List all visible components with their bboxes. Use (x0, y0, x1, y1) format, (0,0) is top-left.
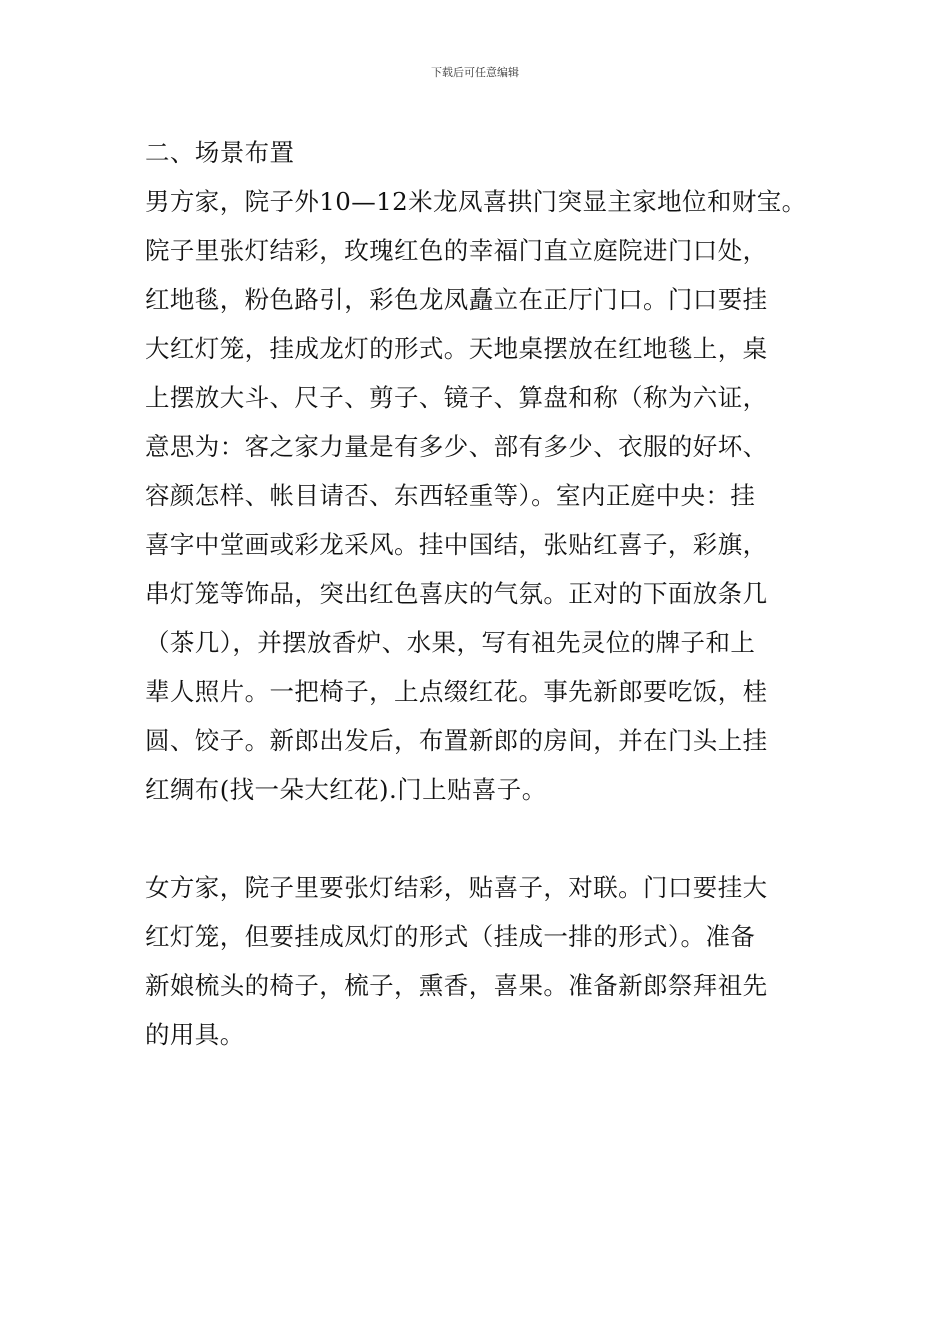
document-body (145, 128, 825, 1059)
paragraph-line: 圆、饺子。新郎出发后，布置新郎的房间，并在门头上挂 (145, 726, 768, 755)
bride-home-paragraph (145, 863, 825, 1059)
paragraph-line: 的用具。 (145, 1020, 245, 1049)
paragraph-spacer (145, 814, 825, 863)
paragraph-line: 红地毯，粉色路引，彩色龙凤矗立在正厅门口。门口要挂 (145, 285, 768, 314)
paragraph-line: 男方家，院子外10—12米龙凤喜拱门突显主家地位和财宝。 (145, 187, 807, 216)
section-title: 二、场景布置 (145, 138, 295, 167)
paragraph-line: 喜字中堂画或彩龙采风。挂中国结，张贴红喜子，彩旗， (145, 530, 768, 559)
paragraph-line: 上摆放大斗、尺子、剪子、镜子、算盘和称（称为六证， (145, 383, 768, 412)
paragraph-line: 辈人照片。一把椅子，上点缀红花。事先新郎要吃饭，桂 (145, 677, 768, 706)
paragraph-line: （茶几），并摆放香炉、水果，写有祖先灵位的牌子和上 (145, 628, 756, 657)
paragraph-line: 红绸布(找一朵大红花).门上贴喜子。 (145, 775, 547, 804)
page-header-note: 下载后可任意编辑 (431, 66, 519, 79)
paragraph-line: 红灯笼，但要挂成凤灯的形式（挂成一排的形式）。准备 (145, 922, 756, 951)
paragraph-line: 串灯笼等饰品，突出红色喜庆的气氛。正对的下面放条几 (145, 579, 768, 608)
groom-home-paragraph (145, 177, 825, 814)
paragraph-line: 女方家，院子里要张灯结彩，贴喜子，对联。门口要挂大 (145, 873, 768, 902)
paragraph-line: 意思为：客之家力量是有多少、部有多少、衣服的好坏、 (145, 432, 768, 461)
paragraph-line: 大红灯笼，挂成龙灯的形式。天地桌摆放在红地毯上，桌 (145, 334, 768, 363)
paragraph-line: 容颜怎样、帐目请否、东西轻重等）。室内正庭中央：挂 (145, 481, 756, 510)
paragraph-line: 院子里张灯结彩，玫瑰红色的幸福门直立庭院进门口处， (145, 236, 768, 265)
paragraph-line: 新娘梳头的椅子，梳子，熏香，喜果。准备新郎祭拜祖先 (145, 971, 768, 1000)
